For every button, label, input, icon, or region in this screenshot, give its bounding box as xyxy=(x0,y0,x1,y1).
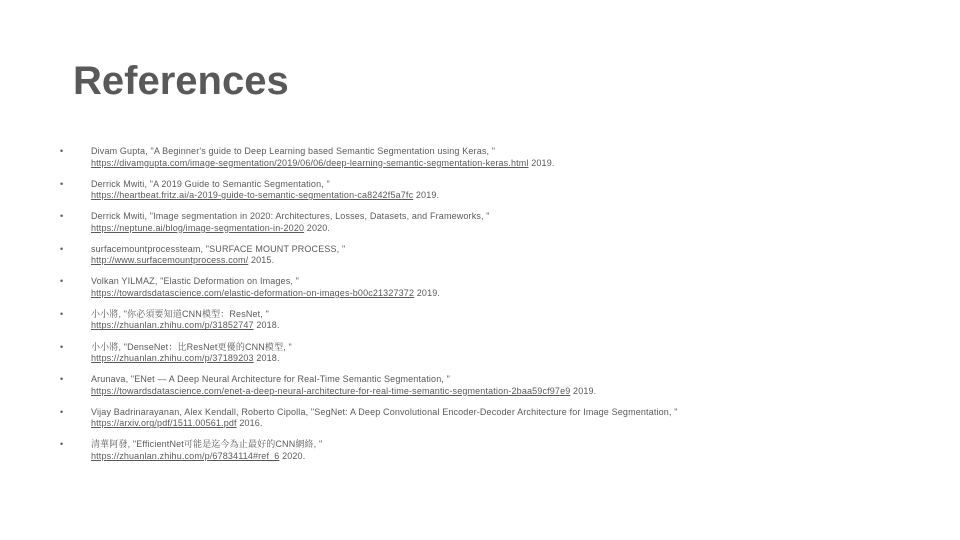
reference-citation: Derrick Mwiti, "A 2019 Guide to Semantic Segmentation, " xyxy=(91,178,330,189)
reference-item xyxy=(60,179,940,212)
reference-citation: Arunava, "ENet — A Deep Neural Architecture for Real-Time Semantic Segmentation, " xyxy=(91,374,451,385)
reference-second-line xyxy=(91,386,940,398)
reference-second-line xyxy=(91,418,940,430)
reference-item xyxy=(60,407,940,440)
bullet-icon: • xyxy=(60,211,64,222)
bullet-icon: • xyxy=(60,308,64,319)
bullet-icon: • xyxy=(60,146,64,156)
reference-item xyxy=(60,146,940,179)
bullet-icon: • xyxy=(60,406,64,417)
reference-year: 2019. xyxy=(528,157,555,168)
reference-link[interactable]: https://neptune.ai/blog/image-segmentation-in-2020 xyxy=(91,222,305,233)
reference-second-line xyxy=(91,353,940,365)
reference-citation: Derrick Mwiti, "Image segmentation in 2020: Architectures, Losses, Datasets, and Frameworks, " xyxy=(91,211,490,222)
reference-second-line xyxy=(91,320,940,332)
reference-link[interactable]: https://zhuanlan.zhihu.com/p/31852747 xyxy=(91,320,254,331)
reference-second-line xyxy=(91,451,940,463)
reference-citation: Volkan YILMAZ, "Elastic Deformation on Images, " xyxy=(91,276,300,287)
reference-citation: 小小將, "DenseNet：比ResNet更優的CNN模型, " xyxy=(91,341,292,352)
reference-year: 2019. xyxy=(414,287,441,298)
reference-citation: Divam Gupta, "A Beginner's guide to Deep Learning based Semantic Segmentation using Keras, " xyxy=(91,146,496,156)
bullet-icon: • xyxy=(60,341,64,352)
slide-title: References xyxy=(73,59,289,103)
reference-link[interactable]: https://towardsdatascience.com/elastic-deformation-on-images-b00c21327372 xyxy=(91,287,415,298)
reference-citation: 小小將, "你必須要知道CNN模型：ResNet, " xyxy=(91,308,269,319)
reference-item xyxy=(60,342,940,375)
bullet-icon: • xyxy=(60,178,64,189)
reference-link[interactable]: https://arxiv.org/pdf/1511.00561.pdf xyxy=(91,418,237,429)
reference-second-line xyxy=(91,223,940,235)
reference-year: 2016. xyxy=(236,418,263,429)
reference-citation: Vijay Badrinarayanan, Alex Kendall, Roberto Cipolla, "SegNet: A Deep Convolutional Encoder-Decoder Architecture for Image Segmentation, " xyxy=(91,406,678,417)
reference-item xyxy=(60,244,940,277)
bullet-icon: • xyxy=(60,276,64,287)
reference-second-line xyxy=(91,190,940,202)
reference-item xyxy=(60,276,940,309)
reference-link[interactable]: https://zhuanlan.zhihu.com/p/67834114#ref_6 xyxy=(91,450,280,461)
reference-year: 2019. xyxy=(413,190,440,201)
reference-link[interactable]: https://towardsdatascience.com/enet-a-deep-neural-architecture-for-real-time-semantic-segmentation-2baa59cf97e9 xyxy=(91,385,571,396)
reference-citation: surfacemountprocessteam, "SURFACE MOUNT PROCESS, " xyxy=(91,243,346,254)
reference-item xyxy=(60,211,940,244)
reference-link[interactable]: https://heartbeat.fritz.ai/a-2019-guide-to-semantic-segmentation-ca8242f5a7fc xyxy=(91,190,414,201)
reference-item xyxy=(60,309,940,342)
reference-year: 2020. xyxy=(279,450,306,461)
reference-year: 2015. xyxy=(248,255,275,266)
reference-second-line xyxy=(91,158,940,170)
bullet-icon: • xyxy=(60,439,64,450)
reference-citation: 清華阿發, "EfficientNet可能是迄今為止最好的CNN網絡, " xyxy=(91,439,323,450)
reference-item xyxy=(60,439,940,472)
reference-list xyxy=(60,146,940,472)
bullet-icon: • xyxy=(60,243,64,254)
bullet-icon: • xyxy=(60,374,64,385)
reference-year: 2018. xyxy=(253,353,280,364)
reference-second-line xyxy=(91,255,940,267)
reference-year: 2018. xyxy=(253,320,280,331)
reference-link[interactable]: https://divamgupta.com/image-segmentation/2019/06/06/deep-learning-semantic-segmentation-keras.html xyxy=(91,157,529,168)
reference-year: 2020. xyxy=(304,222,331,233)
reference-item xyxy=(60,374,940,407)
reference-link[interactable]: http://www.surfacemountprocess.com/ xyxy=(91,255,249,266)
reference-second-line xyxy=(91,288,940,300)
reference-link[interactable]: https://zhuanlan.zhihu.com/p/37189203 xyxy=(91,353,254,364)
reference-year: 2019. xyxy=(570,385,597,396)
